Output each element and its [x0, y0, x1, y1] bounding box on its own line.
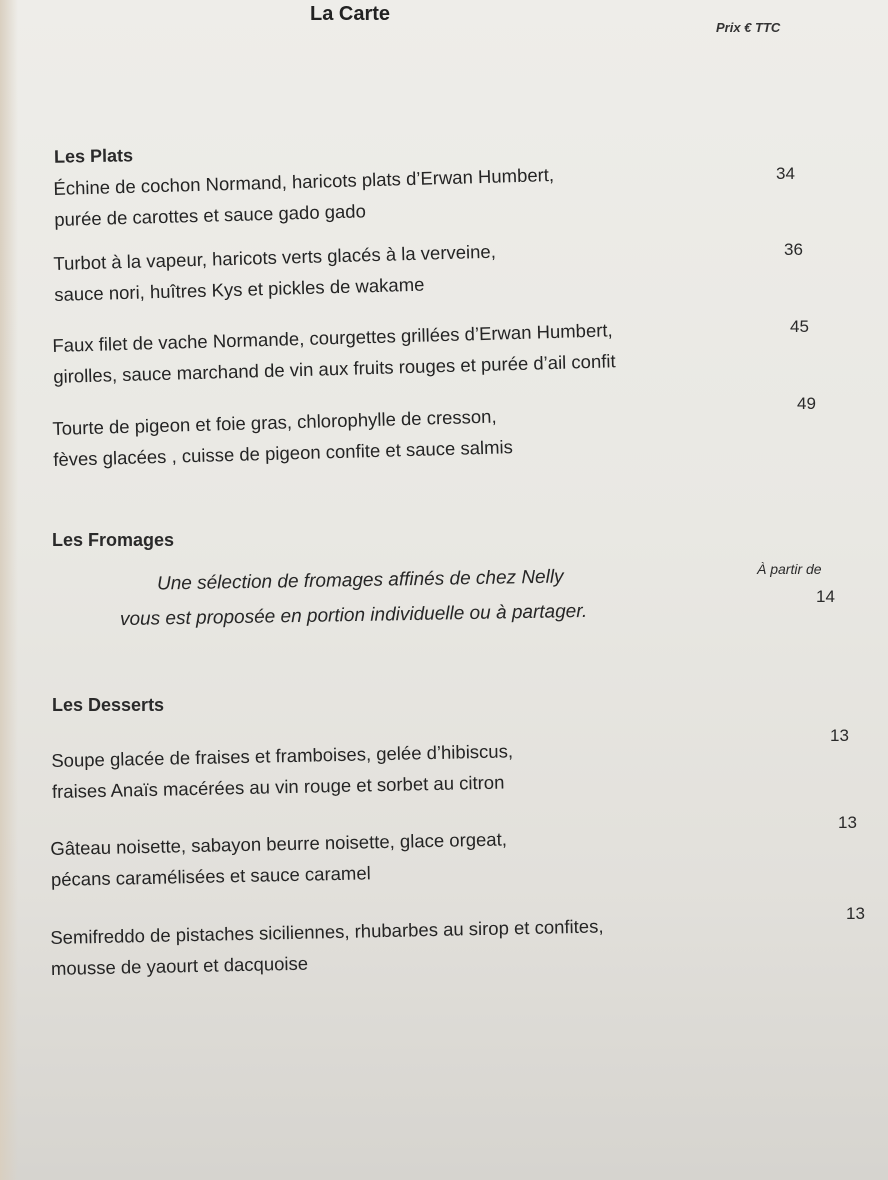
menu-item-plat-1 — [53, 159, 555, 235]
dish-description-line: girolles, sauce marchand de vin aux fruits rouges et purée d’ail confit — [53, 350, 616, 387]
dish-description-line: Gâteau noisette, sabayon beurre noisette, glace orgeat, — [50, 828, 508, 859]
dish-description-line: sauce nori, huîtres Kys et pickles de wakame — [54, 273, 425, 305]
dish-description-line: Soupe glacée de fraises et framboises, gelée d’hibiscus, — [51, 740, 514, 771]
dish-description-line: Faux filet de vache Normande, courgettes grillées d’Erwan Humbert, — [52, 319, 613, 356]
section-heading-desserts: Les Desserts — [52, 695, 165, 715]
dish-description-line: purée de carottes et sauce gado gado — [54, 200, 367, 230]
dish-description-line: Échine de cochon Normand, haricots plats d’Erwan Humbert, — [53, 164, 555, 199]
price-column-header: Prix € TTC — [716, 20, 781, 35]
dish-description-line: mousse de yaourt et dacquoise — [50, 952, 309, 979]
dish-description-line: fèves glacées , cuisse de pigeon confite et sauce salmis — [53, 436, 514, 470]
dish-price: 13 — [830, 726, 849, 745]
menu-item-plat-3 — [52, 314, 616, 392]
dish-price: 34 — [776, 164, 795, 183]
menu-item-plat-4 — [52, 400, 513, 475]
menu-item-dessert-1 — [51, 735, 514, 807]
dish-description-line: fraises Anaïs macérées au vin rouge et sorbet au citron — [51, 771, 505, 802]
section-heading-fromages: Les Fromages — [52, 530, 175, 550]
page-title: La Carte — [310, 3, 391, 25]
menu-item-dessert-2 — [50, 823, 508, 895]
dish-description-line: Semifreddo de pistaches siciliennes, rhubarbes au sirop et confites, — [50, 915, 604, 948]
dish-price: 49 — [797, 394, 816, 413]
menu-item-plat-2 — [53, 236, 497, 310]
page-edge-shadow — [0, 0, 18, 1180]
dish-price: 36 — [784, 240, 803, 259]
section-heading-plats: Les Plats — [53, 145, 134, 167]
dish-description-line: Turbot à la vapeur, haricots verts glacés à la verveine, — [53, 240, 497, 274]
dish-description-line: pécans caramélisées et sauce caramel — [50, 862, 371, 890]
dish-price: 13 — [838, 813, 857, 832]
dish-description-line: Tourte de pigeon et foie gras, chlorophylle de cresson, — [52, 405, 497, 439]
price-prefix: À partir de — [757, 561, 822, 577]
fromages-description-line: Une sélection de fromages affinés de chez Nelly — [156, 566, 564, 595]
dish-price: 13 — [846, 904, 865, 923]
dish-price: 14 — [816, 587, 835, 606]
fromages-description-line: vous est proposée en portion individuelle ou à partager. — [119, 600, 588, 631]
dish-price: 45 — [790, 317, 809, 336]
menu-item-dessert-3 — [50, 910, 604, 984]
